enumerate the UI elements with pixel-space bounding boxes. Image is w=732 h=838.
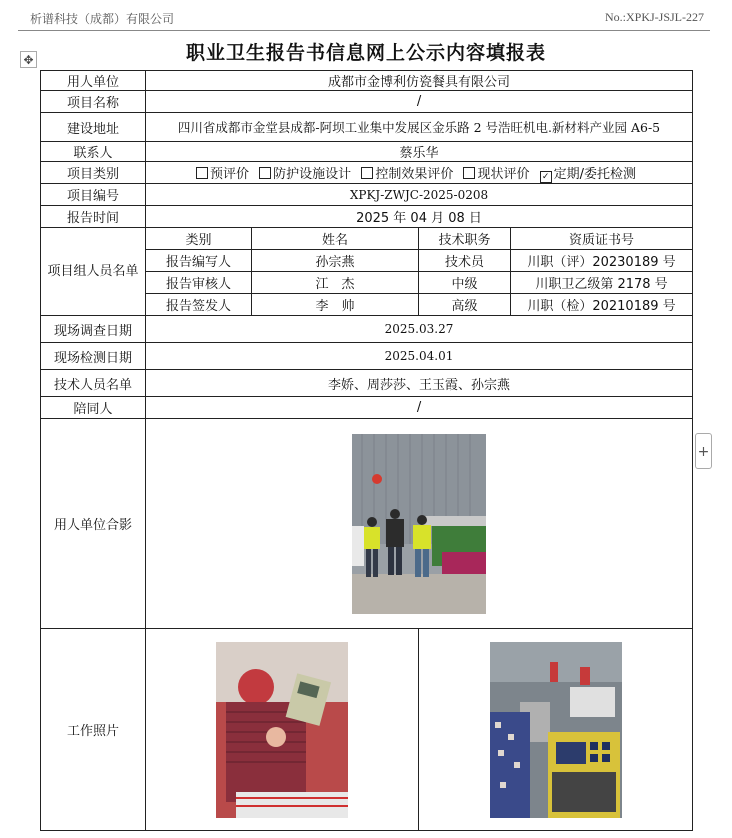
work-photo-cell-right: [419, 629, 693, 831]
disclosure-form-table: [40, 70, 693, 831]
option-protection-design[interactable]: 防护设施设计: [259, 167, 351, 182]
survey-date-value[interactable]: 2025.03.27: [146, 316, 693, 343]
category-label: 项目类别: [41, 162, 146, 184]
option-periodic-testing[interactable]: ✓ 定期/委托检测: [540, 167, 636, 182]
project-no-value[interactable]: XPKJ-ZWJC-2025-0208: [146, 184, 693, 206]
escort-label: 陪同人: [41, 397, 146, 419]
team-certificate[interactable]: 川职（评）20230189 号: [511, 250, 693, 272]
survey-date-label: 现场调查日期: [41, 316, 146, 343]
test-date-value[interactable]: 2025.04.01: [146, 343, 693, 370]
team-header-certificate: 资质证书号: [511, 228, 693, 250]
report-date-value[interactable]: 2025 年 04 月 08 日: [146, 206, 693, 228]
team-name[interactable]: 李 帅: [252, 294, 419, 316]
group-photo-label: 用人单位合影: [41, 419, 146, 629]
document-number: No.:XPKJ-JSJL-227: [604, 10, 704, 24]
team-header-name: 姓名: [252, 228, 419, 250]
checkbox-unchecked-icon[interactable]: [196, 167, 208, 179]
contact-label: 联系人: [41, 142, 146, 162]
contact-value[interactable]: 蔡乐华: [146, 142, 693, 162]
employer-value[interactable]: 成都市金博利仿瓷餐具有限公司: [146, 71, 693, 91]
address-value[interactable]: 四川省成都市金堂县成都-阿坝工业集中发展区金乐路 2 号浩旺机电.新材料产业园 A6-5: [146, 113, 693, 142]
team-role: 报告审核人: [146, 272, 252, 294]
team-name[interactable]: 孙宗燕: [252, 250, 419, 272]
project-name-label: 项目名称: [41, 91, 146, 113]
report-date-label: 报告时间: [41, 206, 146, 228]
team-role: 报告编写人: [146, 250, 252, 272]
team-name[interactable]: 江 杰: [252, 272, 419, 294]
escort-value[interactable]: /: [146, 397, 693, 419]
team-label: 项目组人员名单: [41, 228, 146, 316]
team-header-category: 类别: [146, 228, 252, 250]
work-photo-label: 工作照片: [41, 629, 146, 831]
work-photo-right[interactable]: [490, 642, 622, 818]
checkbox-unchecked-icon[interactable]: [463, 167, 475, 179]
test-date-label: 现场检测日期: [41, 343, 146, 370]
checkbox-unchecked-icon[interactable]: [259, 167, 271, 179]
employer-label: 用人单位: [41, 71, 146, 91]
project-name-value[interactable]: /: [146, 91, 693, 113]
tech-staff-value[interactable]: 李娇、周莎莎、王玉霞、孙宗燕: [146, 370, 693, 397]
company-header: 析谱科技（成都）有限公司: [30, 12, 175, 26]
move-icon: ✥: [23, 53, 34, 67]
team-role: 报告签发人: [146, 294, 252, 316]
team-header-title: 技术职务: [419, 228, 511, 250]
team-title[interactable]: 中级: [419, 272, 511, 294]
checkbox-unchecked-icon[interactable]: [361, 167, 373, 179]
work-photo-cell-left: [146, 629, 419, 831]
header-divider: [18, 30, 710, 31]
tech-staff-label: 技术人员名单: [41, 370, 146, 397]
group-photo[interactable]: [352, 434, 486, 614]
option-pre-evaluation[interactable]: 预评价: [196, 167, 249, 182]
team-title[interactable]: 高级: [419, 294, 511, 316]
group-photo-cell: [146, 419, 693, 629]
category-options: [146, 162, 693, 184]
page-title: 职业卫生报告书信息网上公示内容填报表: [185, 42, 546, 64]
work-photo-left[interactable]: [216, 642, 348, 818]
address-label: 建设地址: [41, 113, 146, 142]
team-certificate[interactable]: 川职卫乙级第 2178 号: [511, 272, 693, 294]
checkbox-checked-icon[interactable]: ✓: [540, 171, 552, 183]
add-row-button[interactable]: [695, 433, 712, 469]
project-no-label: 项目编号: [41, 184, 146, 206]
team-title[interactable]: 技术员: [419, 250, 511, 272]
option-control-evaluation[interactable]: 控制效果评价: [361, 167, 453, 182]
option-status-evaluation[interactable]: 现状评价: [463, 167, 529, 182]
team-certificate[interactable]: 川职（检）20210189 号: [511, 294, 693, 316]
plus-icon: +: [697, 444, 710, 460]
